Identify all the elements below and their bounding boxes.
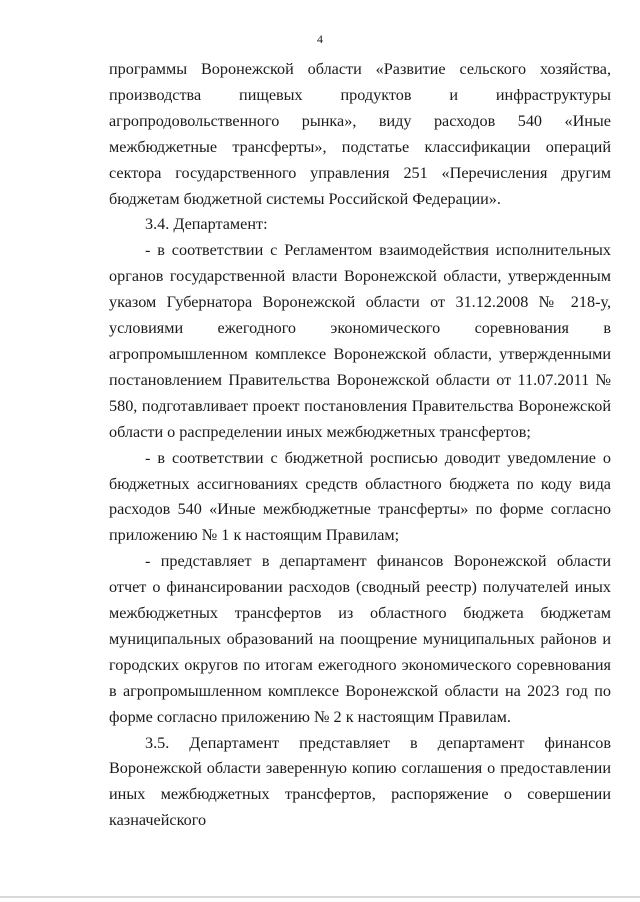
page-bottom-edge: [0, 896, 640, 898]
paragraph-section-3-4-heading: 3.4. Департамент:: [145, 215, 268, 234]
document-body: [109, 57, 611, 834]
paragraph-bullet-budget-notice: - в соответствии с бюджетной росписью доводит уведомление о бюджетных ассигнованиях средств областного бюджета по коду вида расходов 540 «Иные межбюджетные трансферты» по форме согласно приложению № 1 к настоящим Правилам;: [109, 448, 611, 545]
paragraph-program-continuation: программы Воронежской области «Развитие сельского хозяйства, производства пищевых продуктов и инфраструктуры агропродовольственного рынка», виду расходов 540 «Иные межбюджетные трансферты», подстатье классификации операций сектора государственного управления 251 «Перечисления другим бюджетам бюджетной системы Российской Федерации».: [109, 60, 611, 208]
paragraph-bullet-finance-report: - представляет в департамент финансов Воронежской области отчет о финансировании расходов (сводный реестр) получателей иных межбюджетных трансфертов из областного бюджета бюджетам муниципальных образований на поощрение муниципальных районов и городских округов по итогам ежегодного экономического соревнования в агропромышленном комплексе Воронежской области на 2023 год по форме согласно приложению № 2 к настоящим Правилам.: [109, 552, 611, 726]
paragraph-section-3-5: 3.5. Департамент представляет в департамент финансов Воронежской области заверенную копию соглашения о предоставлении иных межбюджетных трансфертов, распоряжение о совершении казначейского: [109, 733, 611, 830]
page-number: 4: [317, 32, 323, 46]
paragraph-bullet-regulation: - в соответствии с Регламентом взаимодействия исполнительных органов государственной власти Воронежской области, утвержденным указом Губернатора Воронежской области от 31.12.2008 № 218-у, условиями ежегодного экономического соревнования в агропромышленном комплексе Воронежской области, утвержденными постановлением Правительства Воронежской области от 11.07.2011 № 580, подготавливает проект постановления Правительства Воронежской области о распределении иных межбюджетных трансфертов;: [109, 241, 611, 441]
